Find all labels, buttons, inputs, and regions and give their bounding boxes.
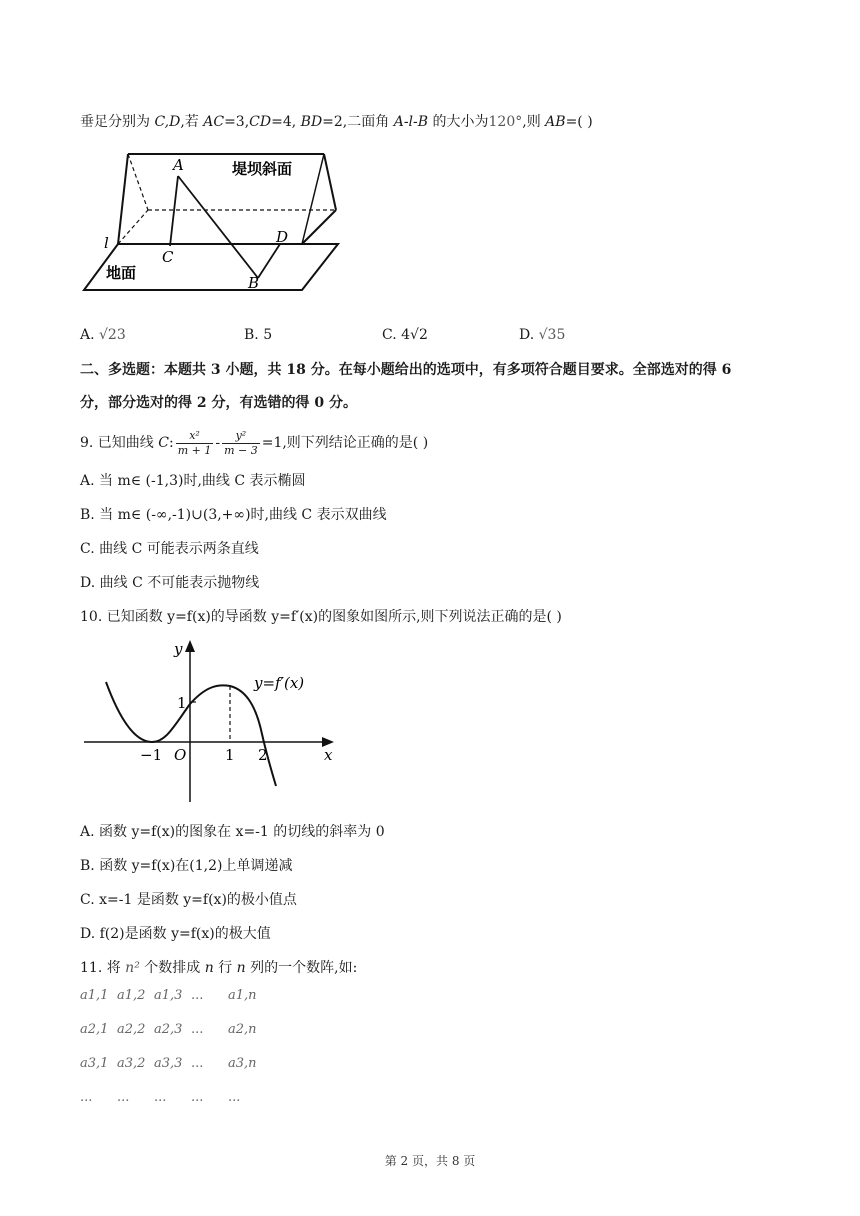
q8-angle: 120° xyxy=(488,114,523,130)
q8-text: =3, xyxy=(224,114,250,130)
q8-text: =4, xyxy=(271,114,301,130)
matrix-cell: a2,n xyxy=(228,1022,257,1037)
label-ground: 地面 xyxy=(106,264,137,282)
fprime-curve xyxy=(106,682,276,786)
matrix-cell: a2,2 xyxy=(117,1022,146,1037)
q8-stem xyxy=(80,112,593,132)
q8-text: =2,二面角 xyxy=(322,114,394,130)
label-l: l xyxy=(104,234,109,252)
hidden-vertical xyxy=(128,154,148,210)
matrix-cell: a1,2 xyxy=(117,988,146,1003)
matrix-cell: a3,2 xyxy=(117,1056,146,1071)
q10-option-a[interactable]: A. 函数 y=f(x)的图象在 x=-1 的切线的斜率为 0 xyxy=(80,824,385,840)
q9-option-c[interactable]: C. 曲线 C 可能表示两条直线 xyxy=(80,541,259,557)
q8-dam-figure xyxy=(80,148,350,298)
matrix-cell: ... xyxy=(117,1090,130,1105)
q8-ac: AC xyxy=(203,114,225,130)
matrix-cell: a2,3 xyxy=(154,1022,183,1037)
label-D: D xyxy=(276,228,289,246)
label-y: y xyxy=(174,640,183,658)
matrix-cell: a1,n xyxy=(228,988,257,1003)
dam-left-edge xyxy=(118,154,128,244)
q8-option-a[interactable]: A. √23 xyxy=(80,327,126,343)
label-func: y=f′(x) xyxy=(254,674,305,692)
q8-text: ,则 xyxy=(522,114,546,130)
section2-line2: 分，部分选对的得 2 分，有选错的得 0 分。 xyxy=(80,395,357,411)
q9-option-b[interactable]: B. 当 m∈ (-∞,-1)∪(3,+∞)时,曲线 C 表示双曲线 xyxy=(80,507,387,523)
q8-text: 垂足分别为 xyxy=(80,114,155,130)
matrix-cell: a1,3 xyxy=(154,988,183,1003)
q8-ab: AB xyxy=(545,114,566,130)
hidden-diag xyxy=(118,210,148,244)
tick-label-2: 2 xyxy=(258,746,268,764)
dam-back-edge xyxy=(302,210,336,244)
q8-dihedral: A-l-B xyxy=(393,114,429,130)
q8-option-d[interactable]: D. √35 xyxy=(519,327,566,343)
page-footer: 第 2 页，共 8 页 xyxy=(384,1154,476,1168)
matrix-cell: ... xyxy=(80,1090,93,1105)
q8-bd: BD xyxy=(300,114,323,130)
matrix-cell: a3,n xyxy=(228,1056,257,1071)
matrix-cell: a1,1 xyxy=(80,988,109,1003)
label-dam: 堤坝斜面 xyxy=(232,160,293,178)
segment-BD xyxy=(258,244,280,278)
label-A: A xyxy=(173,156,184,174)
q11-stem: 11. 将 n² 个数排成 n 行 n 列的一个数阵,如: xyxy=(80,960,358,976)
label-B: B xyxy=(248,274,260,292)
q8-text: 的大小为 xyxy=(428,114,489,130)
dam-right-edge xyxy=(324,154,336,210)
matrix-cell: a3,3 xyxy=(154,1056,183,1071)
label-x: x xyxy=(324,746,333,764)
matrix-cell: a3,1 xyxy=(80,1056,109,1071)
label-C: C xyxy=(162,248,174,266)
q8-cdv: CD xyxy=(249,114,272,130)
segment-AB xyxy=(178,176,258,278)
tick-label-neg1: −1 xyxy=(140,746,163,764)
q8-cd: C,D xyxy=(154,114,181,130)
q9-option-d[interactable]: D. 曲线 C 不可能表示抛物线 xyxy=(80,575,260,591)
q8-text: ,若 xyxy=(180,114,204,130)
q9-fraction-2: $\frac{\text{y²}}{m - 3}$ xyxy=(224,428,258,457)
matrix-cell: ... xyxy=(191,1090,204,1105)
section2-line1: 二、多选题：本题共 3 小题，共 18 分。在每小题给出的选项中，有多项符合题目要求。全部选对的得 6 xyxy=(80,362,732,378)
q10-option-b[interactable]: B. 函数 y=f(x)在(1,2)上单调递减 xyxy=(80,858,293,874)
q10-derivative-graph xyxy=(84,636,344,804)
q8-option-b[interactable]: B. 5 xyxy=(244,327,273,343)
matrix-cell: ... xyxy=(191,988,204,1003)
q9-stem: 9. 已知曲线 C: $\frac{\text{x²}}{m + 1}$ - $\frac{\text{y²}}{m - 3}$ =1,则下列结论正确的是( ) xyxy=(80,428,429,457)
y-axis-arrow xyxy=(185,640,195,652)
q10-option-c[interactable]: C. x=-1 是函数 y=f(x)的极小值点 xyxy=(80,892,297,908)
matrix-cell: ... xyxy=(191,1056,204,1071)
tick-label-1: 1 xyxy=(225,746,235,764)
matrix-cell: ... xyxy=(191,1022,204,1037)
label-origin: O xyxy=(174,746,187,764)
q9-option-a[interactable]: A. 当 m∈ (-1,3)时,曲线 C 表示椭圆 xyxy=(80,473,306,489)
tick-label-y1: 1 xyxy=(177,694,187,712)
q8-option-c[interactable]: C. 4√2 xyxy=(382,327,428,343)
q8-text: =( ) xyxy=(565,114,593,130)
q10-stem: 10. 已知函数 y=f(x)的导函数 y=f′(x)的图象如图所示,则下列说法正确的是( ) xyxy=(80,609,562,625)
matrix-cell: a2,1 xyxy=(80,1022,109,1037)
q10-option-d[interactable]: D. f(2)是函数 y=f(x)的极大值 xyxy=(80,926,271,942)
segment-AC xyxy=(170,176,178,246)
matrix-cell: ... xyxy=(228,1090,241,1105)
q9-fraction-1: $\frac{\text{x²}}{m + 1}$ xyxy=(177,428,212,457)
matrix-cell: ... xyxy=(154,1090,167,1105)
dam-far-edge xyxy=(302,154,324,244)
